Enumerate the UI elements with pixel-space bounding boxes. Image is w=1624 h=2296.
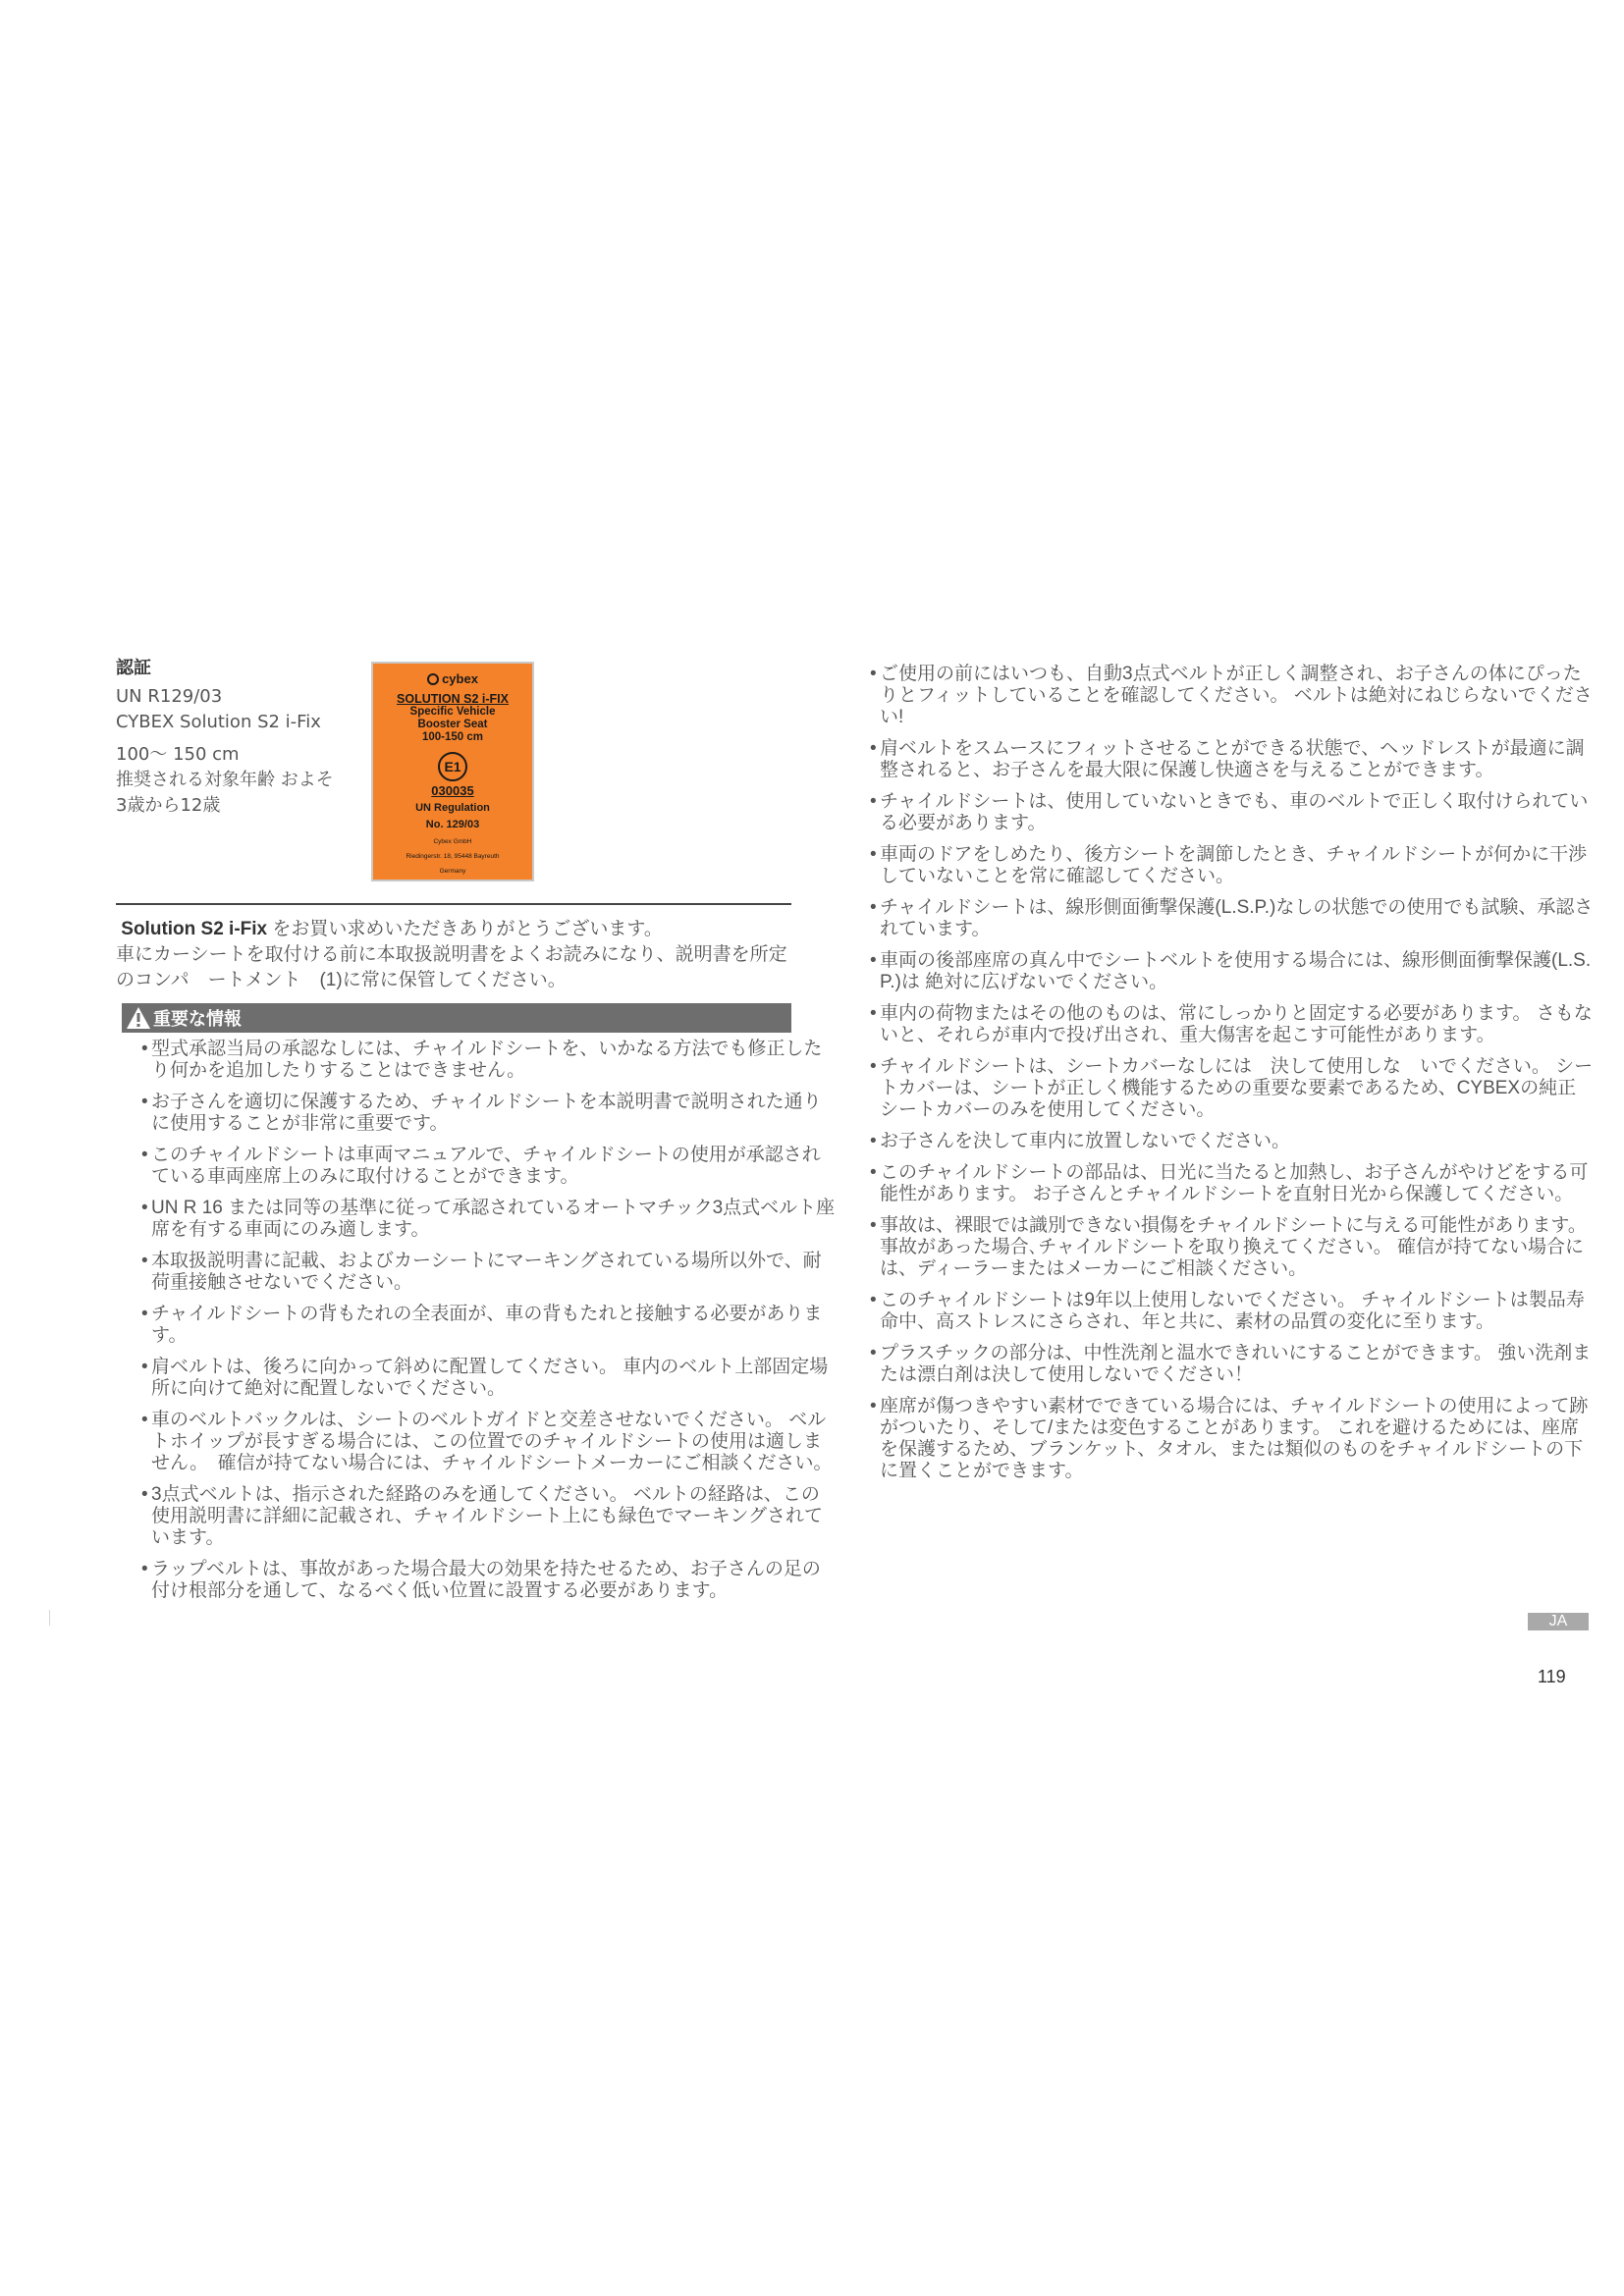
list-item: • 肩ベルトは、後ろに向かって斜めに配置してください。 車内のベルト上部固定場所に向けて絶対に配置しないでください。	[143, 1357, 837, 1400]
language-tab: JA	[1528, 1613, 1589, 1630]
cybex-logo-icon	[427, 673, 439, 685]
intro-product-name: Solution S2 i-Fix	[121, 919, 268, 939]
list-item: • ご使用の前にはいつも、自動3点式ベルトが正しく調整され、お子さんの体にぴったりとフィットしていることを確認してください。 ベルトは絶対にねじらないでください!	[872, 664, 1595, 728]
right-bullet-list	[872, 664, 1595, 1492]
intro-line1-rest: をお買い求めいただきありがとうございます。	[267, 919, 663, 939]
approval-label	[371, 662, 534, 881]
list-item: • UN R 16 または同等の基準に従って承認されているオートマチック3点式ベルト座席を有する車両にのみ適します。	[143, 1198, 837, 1241]
approval-maker-line1: Cybex GmbH	[433, 838, 472, 845]
list-item: • 3点式ベルトは、指示された経路のみを通してください。 ベルトの経路は、この使用説明書に詳細に記載され、チャイルドシート上にも緑色でマーキングされています。	[143, 1484, 837, 1549]
list-item: • お子さんを適切に保護するため、チャイルドシートを本説明書で説明された通りに使用することが非常に重要です。	[143, 1092, 837, 1135]
list-item: • 肩ベルトをスムースにフィットさせることができる状態で、ヘッドレストが最適に調整されると、お子さんを最大限に保護し快適さを与えることができます。	[872, 738, 1595, 781]
intro-line2: 車にカーシートを取付ける前に本取扱説明書をよくお読みになり、説明書を所定	[116, 944, 787, 965]
section-divider	[116, 903, 791, 905]
approval-label-line3: 100-150 cm	[421, 731, 484, 743]
list-item: • チャイルドシートは、使用していないときでも、車のベルトで正しく取付けられている必要があります。	[872, 791, 1595, 834]
approval-label-line2: Booster Seat	[417, 719, 488, 730]
list-item: • 車内の荷物またはその他のものは、常にしっかりと固定する必要があります。 さもないと、それらが車内で投げ出され、重大傷害を起こす可能性があります。	[872, 1003, 1595, 1046]
list-item: • 車両のドアをしめたり、後方シートを調節したとき、チャイルドシートが何かに干渉していないことを常に確認してください。	[872, 844, 1595, 887]
certification-block	[116, 656, 361, 819]
list-item: • チャイルドシートは、線形側面衝撃保護(L.S.P.)なしの状態での使用でも試験、承認されています。	[872, 897, 1595, 940]
list-item: • このチャイルドシートは9年以上使用しないでください。 チャイルドシートは製品寿命中、高ストレスにさらされ、年と共に、素材の品質の変化に至ります。	[872, 1290, 1595, 1333]
certification-age-line1: 推奨される対象年齢 およそ	[116, 770, 334, 790]
page-number: 119	[1538, 1667, 1566, 1686]
approval-maker-line2: Riedingerstr. 18, 95448 Bayreuth	[406, 853, 500, 860]
approval-label-brand-text: cybex	[442, 671, 478, 686]
certification-title: 認証	[116, 658, 151, 678]
list-item: • 型式承認当局の承認なしには、チャイルドシートを、いかなる方法でも修正したり何かを追加したりすることはできません。	[143, 1039, 837, 1082]
certification-standard: UN R129/03	[116, 686, 223, 707]
list-item: • プラスチックの部分は、中性洗剤と温水できれいにすることができます。 強い洗剤または漂白剤は決して使用しないでください！	[872, 1343, 1595, 1386]
list-item: • 車のベルトバックルは、シートのベルトガイドと交差させないでください。 ベルトホイップが長すぎる場合には、この位置でのチャイルドシートの使用は適しません。 確信が持てない場合には、チャイルドシートメーカーにご相談ください。	[143, 1410, 837, 1474]
warning-icon	[126, 1006, 151, 1030]
intro-line1	[116, 917, 823, 942]
approval-label-line1: Specific Vehicle	[409, 706, 496, 718]
e-mark-icon: E1	[438, 752, 467, 781]
list-item: • 事故は、裸眼では識別できない損傷をチャイルドシートに与える可能性があります。 事故があった場合､チャイルドシートを取り換えてください。 確信が持てない場合には、ディーラーまたはメーカーにご相談ください。	[872, 1215, 1595, 1280]
approval-reg-line2: No. 129/03	[425, 819, 480, 830]
list-item: • このチャイルドシートは車両マニュアルで、チャイルドシートの使用が承認されている車両座席上のみに取付けることができます。	[143, 1145, 837, 1188]
intro-text	[116, 917, 823, 993]
margin-mark	[49, 1610, 50, 1626]
list-item: • このチャイルドシートの部品は、日光に当たると加熱し、お子さんがやけどをする可能性があります。 お子さんとチャイルドシートを直射日光から保護してください。	[872, 1162, 1595, 1205]
list-item: • チャイルドシートは、シートカバーなしには 決して使用しな いでください。 シートカバーは、シートが正しく機能するための重要な要素であるため、CYBEXの純正シートカバーのみを使用してください。	[872, 1056, 1595, 1121]
approval-label-product: SOLUTION S2 i-FIX	[397, 692, 509, 706]
list-item: • お子さんを決して車内に放置しないでください。	[872, 1131, 1595, 1152]
certification-age-line2: 3歳から12歳	[116, 795, 221, 816]
list-item: • チャイルドシートの背もたれの全表面が、車の背もたれと接触する必要があります。	[143, 1304, 837, 1347]
intro-line3: のコンパ ートメント (1)に常に保管してください。	[116, 970, 567, 990]
list-item: • ラップベルトは、事故があった場合最大の効果を持たせるため、お子さんの足の付け根部分を通して、なるべく低い位置に設置する必要があります。	[143, 1559, 837, 1602]
approval-maker-line3: Germany	[439, 868, 466, 875]
approval-reg-line1: UN Regulation	[415, 802, 490, 814]
certification-product: CYBEX Solution S2 i-Fix	[116, 712, 321, 732]
approval-number: 030035	[431, 783, 474, 798]
important-info-bar	[122, 1003, 791, 1033]
list-item: • 本取扱説明書に記載、およびカーシートにマーキングされている場所以外で、耐荷重接触させないでください。	[143, 1251, 837, 1294]
certification-height: 100～ 150 cm	[116, 744, 240, 765]
left-bullet-list	[143, 1039, 837, 1612]
approval-label-brand	[373, 671, 532, 686]
list-item: • 車両の後部座席の真ん中でシートベルトを使用する場合には、線形側面衝撃保護(L.S.P.)は 絶対に広げないでください。	[872, 950, 1595, 993]
list-item: • 座席が傷つきやすい素材でできている場合には、チャイルドシートの使用によって跡がついたり、そして/または変色することがあります。 これを避けるためには、座席を保護するため、ブランケット、タオル、または類似のものをチャイルドシートの下に置くことができます。	[872, 1396, 1595, 1482]
important-info-heading: 重要な情報	[153, 1009, 242, 1030]
